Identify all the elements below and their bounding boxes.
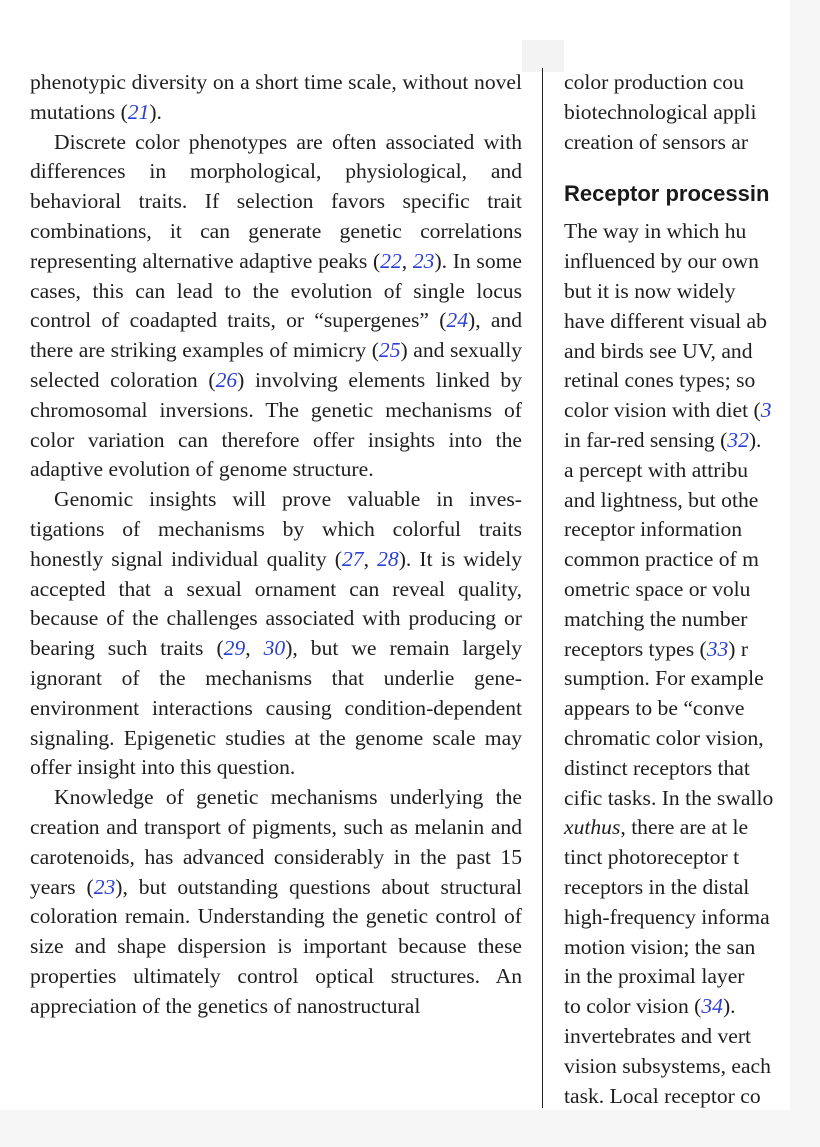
text-line: but it is now widely — [564, 278, 736, 303]
text-line: motion vision; the san — [564, 934, 756, 959]
column-divider — [542, 68, 543, 1108]
text-line: ometric space or volu — [564, 576, 751, 601]
text-line: cific tasks. In the swallo — [564, 785, 774, 810]
text-line: and lightness, but othe — [564, 487, 759, 512]
text-line: color production cou — [564, 70, 744, 94]
text-line: chromatic color vision, — [564, 725, 764, 750]
text-line: high-frequency informa — [564, 904, 770, 929]
reference-link-24[interactable]: 24 — [446, 308, 469, 333]
text-line: to color vision (34). — [564, 994, 736, 1019]
text-line: in the proximal layer — [564, 964, 745, 989]
reference-link-3x[interactable]: 3 — [760, 398, 772, 423]
text-line: biotechnological appli — [564, 99, 757, 124]
text-line: retinal cones types; so — [564, 368, 756, 393]
section-heading: Receptor processin — [564, 181, 770, 207]
reference-link-21[interactable]: 21 — [127, 99, 150, 124]
text-line: receptor information — [564, 517, 743, 542]
text-line: task. Local receptor co — [564, 1083, 761, 1108]
reference-link-27[interactable]: 27 — [341, 546, 364, 571]
text-line: appears to be “conve — [564, 696, 745, 721]
reference-link-28[interactable]: 28 — [377, 546, 399, 571]
reference-link-23b[interactable]: 23 — [93, 874, 116, 899]
reference-link-34[interactable]: 34 — [701, 994, 723, 1019]
species-name: xuthus — [564, 815, 621, 840]
text-line: tinct photoreceptor t — [564, 845, 740, 870]
paragraph-1: phenotypic diversity on a short time scale, without novel mutations (21). — [30, 70, 522, 124]
page-tab-notch — [522, 40, 564, 72]
paragraph-2: Discrete color phenotypes are often associated with differences in morphological, physiological, and behavioral traits. If selection favors specific trait combinations, it can generate genetic correlations representing alternative adaptive peaks (22, 23). In some cases, this can lead to the evolution of single locus control of coadapted traits, or “supergenes” (24), and there are striking examples of mimicry (25) and sexually selected coloration (26) involving elements linked by chromosomal inversions. The genetic mechanisms of color variation can therefore offer insights into the adaptive evolution of genome structure. — [30, 129, 523, 482]
reference-link-22[interactable]: 22 — [380, 248, 402, 273]
text-line: in far-red sensing (32). — [564, 427, 762, 452]
text-line: and birds see UV, and — [564, 338, 753, 363]
reference-link-29[interactable]: 29 — [223, 636, 246, 661]
text-line: xuthus, there are at le — [564, 815, 749, 840]
reference-link-23[interactable]: 23 — [412, 248, 435, 273]
right-column — [564, 68, 790, 1110]
reference-link-30[interactable]: 30 — [263, 636, 286, 661]
text-line: creation of sensors ar — [564, 129, 749, 154]
text-line: common practice of m — [564, 547, 759, 572]
text-line: receptors in the distal — [564, 874, 750, 899]
left-column — [30, 68, 522, 1022]
text-line: a percept with attribu — [564, 457, 749, 482]
reference-link-33[interactable]: 33 — [706, 636, 729, 661]
paragraph-4: Knowledge of genetic mechanisms underlying the creation and transport of pigments, such as melanin and carotenoids, has advanced considerably in the past 15 years (23), but outstanding questions about structural coloration remain. Understanding the genetic control of size and shape dispersion is important because these properties ultimately control optical structures. An appreciation of the genetics of nanostructural — [30, 785, 522, 1018]
reference-link-32[interactable]: 32 — [727, 427, 749, 452]
text-line: receptors types (33) r — [564, 636, 749, 661]
text-line: The way in which hu — [564, 219, 747, 244]
text-line: distinct receptors that — [564, 755, 750, 780]
text-line: have different visual ab — [564, 308, 767, 333]
text-line: influenced by our own — [564, 249, 759, 274]
text-line: vision subsystems, each — [564, 1053, 771, 1078]
paragraph-3: Genomic insights will prove valuable in investigations of mechanisms by which colorful traits honestly signal individual quality (27, 28). It is widely accepted that a sexual ornament can reveal quality, because of the challenges associated with producing or bearing such traits (29, 30), but we remain largely ignorant of the mechanisms that underlie gene-environment interactions causing condition-dependent signaling. Epigenetic studies at the genome scale may offer insight into this question. — [30, 487, 522, 780]
text-line: invertebrates and vert — [564, 1023, 752, 1048]
text-line: matching the number — [564, 606, 748, 631]
text-line: sumption. For example — [564, 666, 764, 691]
text-line: color vision with diet (3 — [564, 398, 772, 423]
reference-link-25[interactable]: 25 — [378, 338, 401, 363]
reference-link-26[interactable]: 26 — [215, 367, 238, 392]
